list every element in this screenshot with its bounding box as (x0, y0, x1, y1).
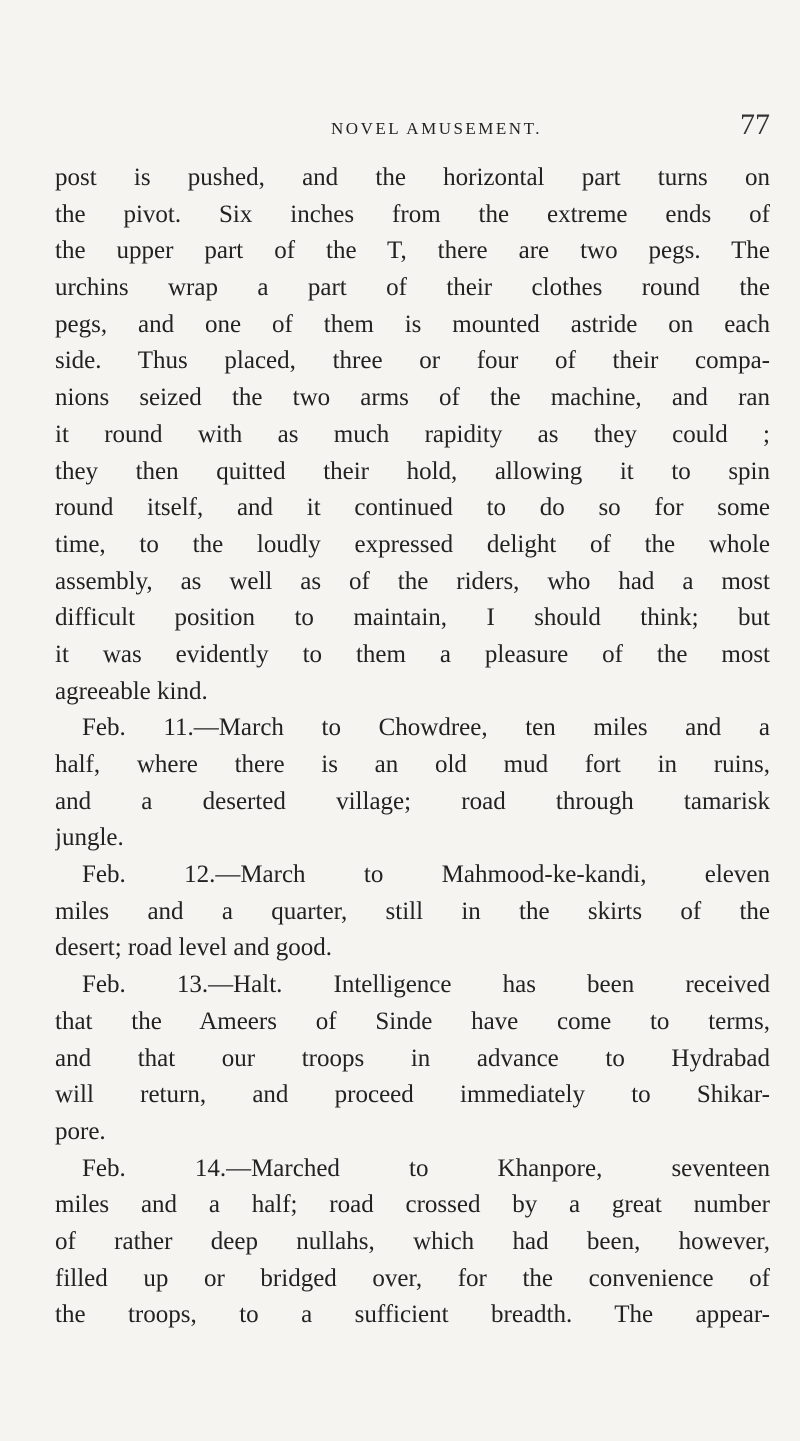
text-line: will return, and proceed immediately to Shikar- (55, 1081, 770, 1109)
text-line: assembly, as well as of the riders, who had a most (55, 567, 770, 595)
text-line: Feb. 13.—Halt. Intelligence has been received (82, 971, 770, 999)
running-head (55, 108, 770, 145)
text-line: Feb. 12.—March to Mahmood-ke-kandi, eleven (82, 861, 770, 889)
text-line: time, to the loudly expressed delight of the whole (55, 530, 770, 558)
text-line: the pivot. Six inches from the extreme ends of (55, 200, 770, 228)
text-line: miles and a half; road crossed by a great number (55, 1191, 770, 1219)
running-title: NOVEL AMUSEMENT. (331, 119, 542, 138)
text-line: difficult position to maintain, I should think; but (55, 604, 770, 632)
text-line: and that our troops in advance to Hydrabad (55, 1044, 770, 1072)
text-line: and a deserted village; road through tamarisk (55, 787, 770, 815)
text-line: agreeable kind. (55, 677, 208, 705)
text-line: pore. (55, 1117, 106, 1145)
text-line: it round with as much rapidity as they could ; (55, 420, 770, 448)
text-line: post is pushed, and the horizontal part turns on (55, 164, 770, 191)
text-line: pegs, and one of them is mounted astride on each (55, 310, 770, 338)
text-line: round itself, and it continued to do so for some (55, 494, 770, 522)
text-line: nions seized the two arms of the machine, and ran (55, 384, 770, 412)
body-text (55, 160, 770, 1334)
text-line: that the Ameers of Sinde have come to terms, (55, 1007, 770, 1035)
text-line: half, where there is an old mud fort in ruins, (55, 751, 770, 778)
text-line: miles and a quarter, still in the skirts of the (55, 897, 770, 925)
text-line: jungle. (55, 824, 124, 852)
text-line: filled up or bridged over, for the convenience of (55, 1264, 770, 1292)
text-line: the troops, to a sufficient breadth. The appear- (55, 1301, 770, 1329)
text-line: Feb. 11.—March to Chowdree, ten miles and a (82, 714, 770, 742)
text-line: urchins wrap a part of their clothes round the (55, 274, 770, 302)
text-line: the upper part of the T, there are two pegs. The (55, 237, 770, 265)
text-line: side. Thus placed, three or four of their compa- (55, 347, 770, 375)
text-line: of rather deep nullahs, which had been, however, (55, 1227, 770, 1255)
text-line: desert; road level and good. (55, 934, 332, 962)
page-number: 77 (740, 108, 770, 141)
text-line: they then quitted their hold, allowing it to spin (55, 457, 770, 485)
text-line: it was evidently to them a pleasure of the most (55, 640, 770, 668)
text-line: Feb. 14.—Marched to Khanpore, seventeen (82, 1154, 770, 1182)
